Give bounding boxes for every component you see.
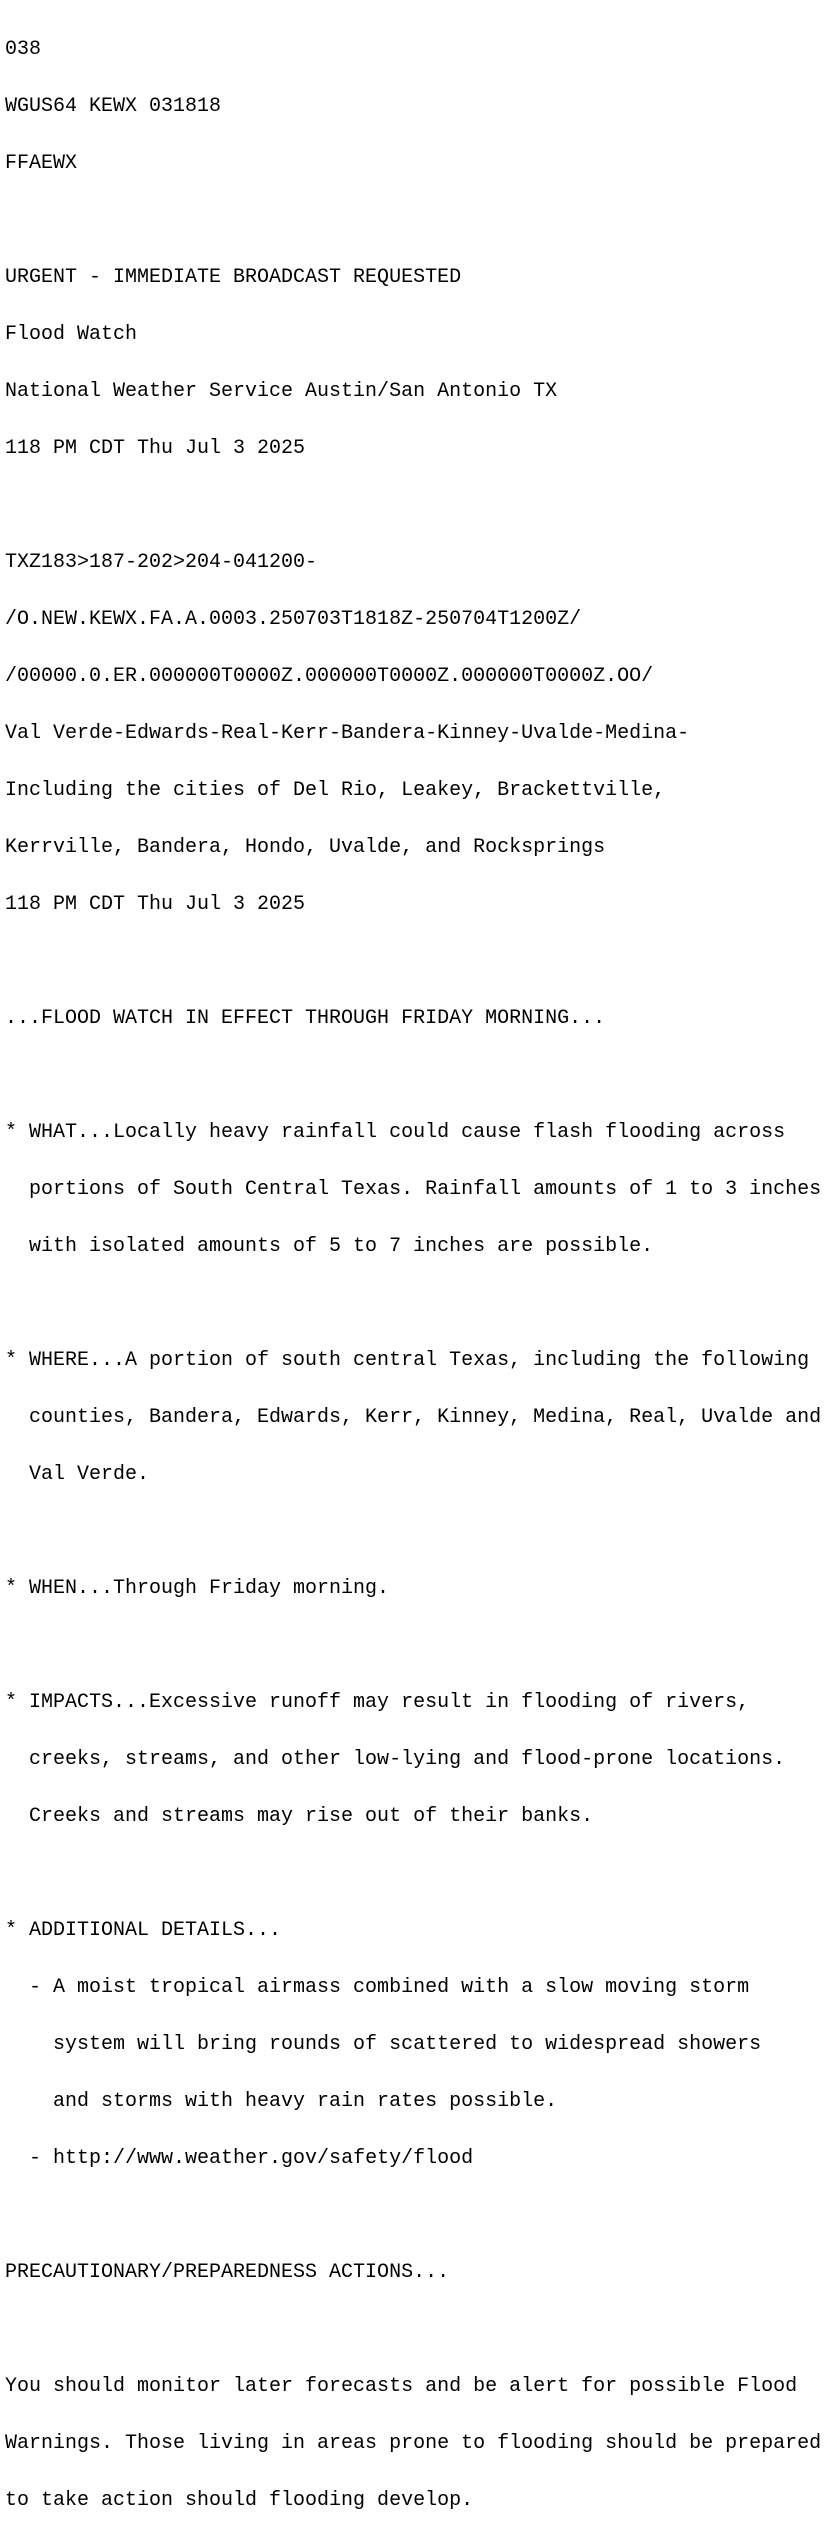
blank-line bbox=[5, 1522, 821, 1541]
blank-line bbox=[5, 2206, 821, 2225]
blank-line bbox=[5, 1864, 821, 1883]
blank-line bbox=[5, 1636, 821, 1655]
urgency-line: URGENT - IMMEDIATE BROADCAST REQUESTED bbox=[5, 266, 462, 289]
blank-line bbox=[5, 2320, 821, 2339]
impacts-line: * IMPACTS...Excessive runoff may result in flooding of rivers, bbox=[5, 1691, 750, 1714]
sequence-number: 038 bbox=[5, 38, 42, 61]
included-cities-line: Including the cities of Del Rio, Leakey, Brackettville, bbox=[5, 779, 666, 802]
safety-link[interactable]: http://www.weather.gov/safety/flood bbox=[53, 2147, 474, 2170]
blank-line bbox=[5, 496, 821, 515]
impacts-line: creeks, streams, and other low-lying and flood-prone locations. bbox=[5, 1748, 786, 1771]
hvtec-line: /00000.0.ER.000000T0000Z.000000T0000Z.000000T0000Z.OO/ bbox=[5, 665, 654, 688]
when-line: * WHEN...Through Friday morning. bbox=[5, 1577, 390, 1600]
wmo-heading: WGUS64 KEWX 031818 bbox=[5, 95, 222, 118]
precautionary-line: Warnings. Those living in areas prone to flooding should be prepared bbox=[5, 2432, 822, 2455]
blank-line bbox=[5, 1066, 821, 1085]
what-line: portions of South Central Texas. Rainfall amounts of 1 to 3 inches bbox=[5, 1178, 822, 1201]
blank-line bbox=[5, 952, 821, 971]
flood-watch-bulletin bbox=[5, 2, 821, 2529]
where-line: * WHERE...A portion of south central Texas, including the following bbox=[5, 1349, 810, 1372]
impacts-line: Creeks and streams may rise out of their banks. bbox=[5, 1805, 594, 1828]
additional-details-line: and storms with heavy rain rates possible. bbox=[5, 2090, 558, 2113]
product-name: Flood Watch bbox=[5, 323, 138, 346]
blank-line bbox=[5, 1294, 821, 1313]
safety-link-bullet: - bbox=[5, 2147, 54, 2170]
additional-details-line: system will bring rounds of scattered to widespread showers bbox=[5, 2033, 762, 2056]
what-line: with isolated amounts of 5 to 7 inches are possible. bbox=[5, 1235, 654, 1258]
ugc-code: TXZ183>187-202>204-041200- bbox=[5, 551, 318, 574]
precautionary-line: to take action should flooding develop. bbox=[5, 2489, 474, 2512]
zone-names: Val Verde-Edwards-Real-Kerr-Bandera-Kinney-Uvalde-Medina- bbox=[5, 722, 690, 745]
where-line: counties, Bandera, Edwards, Kerr, Kinney, Medina, Real, Uvalde and bbox=[5, 1406, 822, 1429]
segment-issue-time: 118 PM CDT Thu Jul 3 2025 bbox=[5, 893, 306, 916]
what-line: * WHAT...Locally heavy rainfall could cause flash flooding across bbox=[5, 1121, 786, 1144]
precautionary-line: You should monitor later forecasts and be alert for possible Flood bbox=[5, 2375, 798, 2398]
awips-id: FFAEWX bbox=[5, 152, 78, 175]
where-line: Val Verde. bbox=[5, 1463, 150, 1486]
headline: ...FLOOD WATCH IN EFFECT THROUGH FRIDAY MORNING... bbox=[5, 1007, 606, 1030]
issue-time: 118 PM CDT Thu Jul 3 2025 bbox=[5, 437, 306, 460]
safety-link-line bbox=[5, 2149, 821, 2168]
issuing-office: National Weather Service Austin/San Antonio TX bbox=[5, 380, 558, 403]
additional-details-heading: * ADDITIONAL DETAILS... bbox=[5, 1919, 282, 1942]
vtec-line: /O.NEW.KEWX.FA.A.0003.250703T1818Z-250704T1200Z/ bbox=[5, 608, 582, 631]
blank-line bbox=[5, 211, 821, 230]
additional-details-line: - A moist tropical airmass combined with a slow moving storm bbox=[5, 1976, 750, 1999]
included-cities-line: Kerrville, Bandera, Hondo, Uvalde, and Rocksprings bbox=[5, 836, 606, 859]
precautionary-heading: PRECAUTIONARY/PREPAREDNESS ACTIONS... bbox=[5, 2261, 450, 2284]
